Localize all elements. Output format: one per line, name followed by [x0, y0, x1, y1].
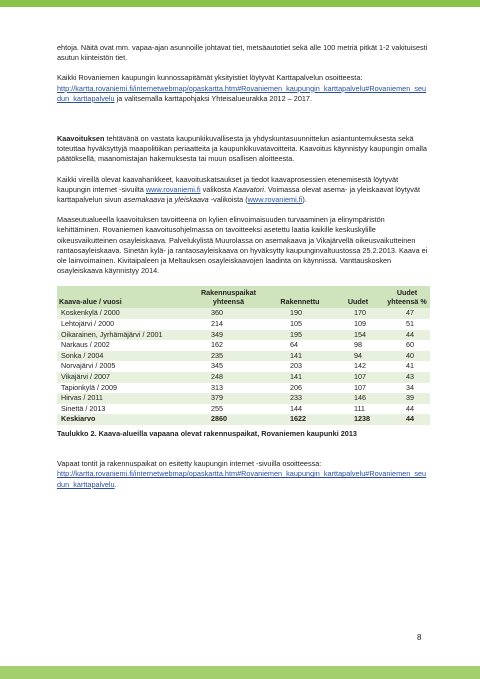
- table-average-row: [57, 414, 430, 425]
- table-cell: 107: [332, 383, 384, 394]
- building-plots-table: [57, 286, 430, 425]
- table-cell: 105: [268, 319, 332, 330]
- table-cell: 146: [332, 393, 384, 404]
- table-cell: Sonka / 2004: [57, 351, 189, 362]
- table-cell: 360: [189, 308, 268, 319]
- caption-bold: Taulukko 2: [57, 428, 95, 438]
- table-row: [57, 351, 430, 362]
- paragraph-rural-zoning: Maaseutualueella kaavoituksen tavoitteena on kylien elinvoimaisuuden turvaaminen ja elinympäristön kehittäminen. Rovaniemen kaavoitusohjelmassa on tavoitteeksi asetettu laatia kaikille keskuskylille oikeusvaikutteinen osayleiskaava. Palvelukylistä Muurolassa on asemakaava ja Vikajärvellä oikeusvaikutteinen rantaosayleiskaava. Sinetän kylä- ja rantaosayleiskaava on hyväksytty kaupunginvaltuustossa 25.2.2013. Kaava ei ole lainvoimainen. Kivitaipaleen ja Meltauksen osayleiskaavojen laadinta on käynnissä. Vanttauskosken osayleiskaava käynnistyy 2014.: [57, 215, 428, 276]
- table-cell: Vikajärvi / 2007: [57, 372, 189, 383]
- table-row: [57, 404, 430, 415]
- table-cell: 98: [332, 340, 384, 351]
- header-new-percent: Uudet yhteensä %: [384, 286, 430, 308]
- top-accent-bar: [0, 0, 480, 7]
- average-cell: Keskiarvo: [57, 414, 189, 425]
- page-content: [57, 43, 430, 500]
- average-cell: 1238: [332, 414, 384, 425]
- table-row: [57, 319, 430, 330]
- paragraph-free-plots: [57, 459, 430, 490]
- caption-text: . Kaava-alueilla vapaana olevat rakennuspaikat, Rovaniemen kaupunki 2013: [94, 428, 357, 438]
- header-plots-total: Rakennuspaikat yhteensä: [189, 286, 268, 308]
- table-cell: Hirvas / 2011: [57, 393, 189, 404]
- table-caption: [57, 429, 430, 439]
- header-area: Kaava-alue / vuosi: [57, 286, 189, 308]
- table-cell: 142: [332, 361, 384, 372]
- table-row: [57, 308, 430, 319]
- table-cell: 255: [189, 404, 268, 415]
- projects-text-b: valikosta: [200, 184, 234, 194]
- average-cell: 1622: [268, 414, 332, 425]
- table-cell: 141: [268, 351, 332, 362]
- table-row: [57, 372, 430, 383]
- table-cell: 34: [384, 383, 430, 394]
- table-cell: Tapionkylä / 2009: [57, 383, 189, 394]
- table-cell: 64: [268, 340, 332, 351]
- table-cell: Narkaus / 2002: [57, 340, 189, 351]
- free-plots-after: .: [114, 479, 117, 489]
- table-header-row: [57, 286, 430, 308]
- zoning-heading: Kaavoituksen: [57, 134, 105, 144]
- table-cell: 190: [268, 308, 332, 319]
- table-cell: 41: [384, 361, 430, 372]
- table-cell: 39: [384, 393, 430, 404]
- map-service-text: Kaikki Rovaniemen kaupungin kunnossapitämät yksityistiet löytyvät Karttapalvelun osoitteesta:: [57, 73, 363, 83]
- table-cell: 94: [332, 351, 384, 362]
- bottom-accent-bar: [0, 666, 480, 679]
- table-cell: 51: [384, 319, 430, 330]
- table-cell: 235: [189, 351, 268, 362]
- table-cell: 206: [268, 383, 332, 394]
- paragraph-zoning-projects: [57, 175, 430, 206]
- projects-text-f: ).: [302, 195, 307, 205]
- table-cell: 47: [384, 308, 430, 319]
- table-cell: 349: [189, 330, 268, 341]
- average-cell: 44: [384, 414, 430, 425]
- table-row: [57, 383, 430, 394]
- projects-text-a: Kaikki vireillä olevat kaavahankkeet, kaavoituskatsaukset ja tiedot kaavaprosessien etenemisestä löytyvät kaupungin internet -sivuilta: [57, 174, 399, 194]
- table-cell: 233: [268, 393, 332, 404]
- asemakaava-label: asemakaava: [123, 195, 165, 205]
- header-built: Rakennettu: [268, 286, 332, 308]
- table-cell: 111: [332, 404, 384, 415]
- table-cell: Lehtojärvi / 2000: [57, 319, 189, 330]
- rovaniemi-link-1[interactable]: www.rovaniemi.fi: [145, 184, 201, 194]
- table-cell: 154: [332, 330, 384, 341]
- table-cell: Oikarainen, Jyrhämäjärvi / 2001: [57, 330, 189, 341]
- table-cell: 107: [332, 372, 384, 383]
- map-service-after: ja valitsemalla karttapohjaksi Yhteisalueurakka 2012 – 2017.: [114, 93, 313, 103]
- paragraph-private-roads: ehtoja. Näitä ovat mm. vapaa-ajan asunnoille johtavat tiet, metsäautotiet sekä alle 100 metriä pitkät 1-2 vakituisesti asutun kiinteistön tiet.: [57, 43, 428, 63]
- table-row: [57, 361, 430, 372]
- table-cell: 141: [268, 372, 332, 383]
- average-cell: 2860: [189, 414, 268, 425]
- rovaniemi-link-2[interactable]: www.rovaniemi.fi: [247, 195, 303, 205]
- table-cell: 44: [384, 330, 430, 341]
- table-cell: 313: [189, 383, 268, 394]
- paragraph-zoning: [57, 134, 430, 165]
- header-new: Uudet: [332, 286, 384, 308]
- table-cell: 40: [384, 351, 430, 362]
- projects-text-e: -valikoista (: [208, 195, 248, 205]
- table-cell: 170: [332, 308, 384, 319]
- table-cell: Norvajärvi / 2005: [57, 361, 189, 372]
- yleiskaava-label: yleiskaava: [174, 195, 209, 205]
- table-cell: 144: [268, 404, 332, 415]
- table-row: [57, 393, 430, 404]
- projects-text-d: ja: [164, 195, 175, 205]
- table-cell: 203: [268, 361, 332, 372]
- table-cell: 44: [384, 404, 430, 415]
- table-cell: 214: [189, 319, 268, 330]
- table-cell: 60: [384, 340, 430, 351]
- free-plots-link[interactable]: http://kartta.rovaniemi.fi/internetwebmap/opaskartta.htm#Rovaniemen_kaupungin_karttapalvelu#Rovaniemen_seudun_karttapalvelu: [57, 469, 427, 489]
- paragraph-map-service: [57, 73, 430, 104]
- table-cell: 248: [189, 372, 268, 383]
- kaavatori-label: Kaavatori: [233, 184, 264, 194]
- free-plots-text: Vapaat tontit ja rakennuspaikat on esitetty kaupungin internet -sivuilla osoitteessa:: [57, 459, 322, 469]
- table-cell: Koskenkylä / 2000: [57, 308, 189, 319]
- table-cell: 109: [332, 319, 384, 330]
- table-cell: 195: [268, 330, 332, 341]
- zoning-text: tehtävänä on vastata kaupunkikuvallisesta ja yhdyskuntasuunnittelun asiantuntemuksesta sekä toteuttaa hyväksyttyjä maapolitiikan periaatteita ja kaupunkikuvatavoitteita. Kaavoitus käynnistyy kaupungin omalla päätöksellä, maanomistajan hakemuksesta tai muun osallisen aloitteesta.: [57, 134, 427, 164]
- table-cell: 345: [189, 361, 268, 372]
- table-cell: 379: [189, 393, 268, 404]
- table-row: [57, 340, 430, 351]
- table-cell: Sinettä / 2013: [57, 404, 189, 415]
- table-cell: 162: [189, 340, 268, 351]
- page-number: 8: [417, 633, 422, 642]
- projects-text-c: . Voimassa olevat asema- ja yleiskaavat löytyvät karttapalvelun sivun: [57, 184, 421, 205]
- table-row: [57, 330, 430, 341]
- table-cell: 43: [384, 372, 430, 383]
- map-service-link[interactable]: http://kartta.rovaniemi.fi/internetwebmap/opaskartta.htm#Rovaniemen_kaupungin_karttapalvelu#Rovaniemen_seudun_karttapalvelu: [57, 83, 427, 103]
